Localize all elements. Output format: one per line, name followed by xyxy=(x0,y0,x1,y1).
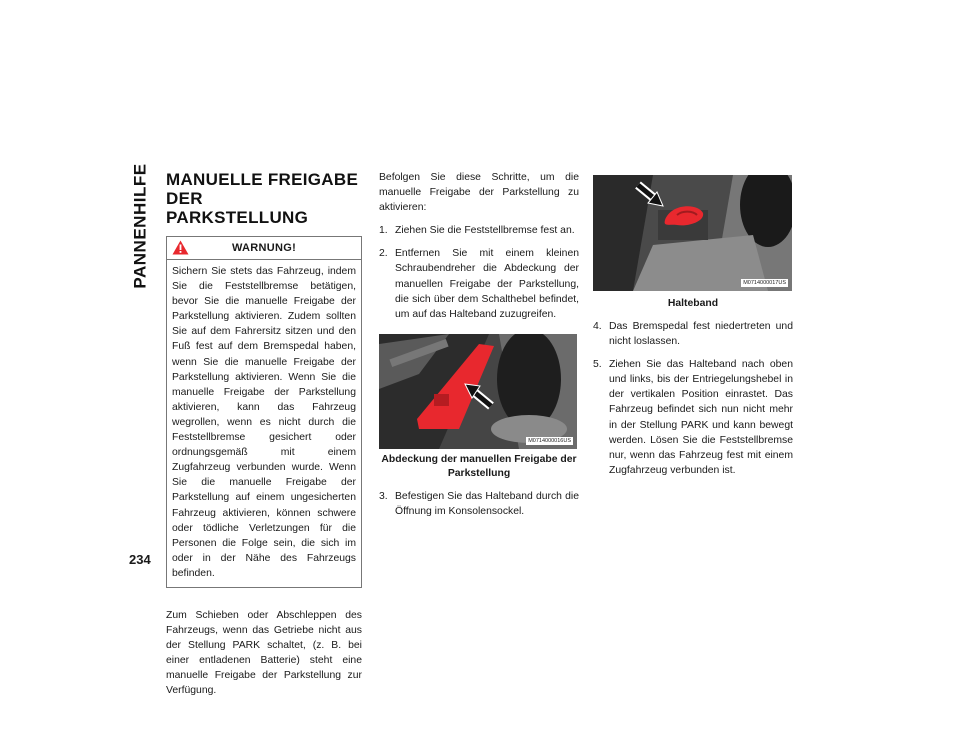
column-left xyxy=(166,170,362,699)
figure-code: M0714000017US xyxy=(743,280,786,286)
step-item xyxy=(379,246,579,321)
step-text: Ziehen Sie die Feststellbremse fest an. xyxy=(395,225,575,237)
step-number: 4. xyxy=(593,321,602,332)
figure-code: M0714000016US xyxy=(528,437,571,444)
step-text: Entfernen Sie mit einem kleinen Schraubendreher die Abdeckung der manuellen Freigabe der Parkstellung, die sich über dem Schalthebel befindet, um auf das Halteband zuzugreifen. xyxy=(395,248,579,320)
warning-heading: WARNUNG! xyxy=(231,242,297,254)
column-right xyxy=(593,170,793,478)
step-number: 5. xyxy=(593,359,602,371)
step-item xyxy=(379,489,579,519)
figure-caption: Halteband xyxy=(667,298,719,309)
steps-list-c xyxy=(593,319,793,478)
steps-list-a xyxy=(379,223,579,322)
warning-header xyxy=(167,237,361,260)
warning-triangle-icon xyxy=(172,240,189,255)
warning-box xyxy=(166,236,362,588)
strap-illustration xyxy=(593,175,792,291)
intro-paragraph: Zum Schieben oder Abschleppen des Fahrzeugs, wenn das Getriebe nicht aus der Stellung PARK schaltet, (z. B. bei einer entladenen Batterie) steht eine manuelle Freigabe der Parkstellung zur Verfügung. xyxy=(166,609,362,697)
step-text: Das Bremspedal fest niedertreten und nicht loslassen. xyxy=(609,321,793,348)
step-number: 3. xyxy=(379,490,388,502)
section-tab-label: PANNENHILFE xyxy=(131,163,151,289)
step-number: 1. xyxy=(379,225,388,237)
step-number: 2. xyxy=(379,248,388,260)
column-middle xyxy=(379,170,579,519)
step-text: Befestigen Sie das Halteband durch die Öffnung im Konsolensockel. xyxy=(395,490,579,517)
warning-text: Sichern Sie stets das Fahrzeug, indem Sie die Feststellbremse betätigen, bevor Sie die manuelle Freigabe der Parkstellung aktivieren. Zudem sollten Sie auf dem Fahrersitz sitzen und den Fuß fest auf dem Bremspedal haben, wenn Sie die manuelle Freigabe der Parkstellung aktivieren. Wenn Sie die manuelle Freigabe der Parkstellung aktivieren, kann das Fahrzeug wegrollen, wenn es nicht durch die Feststellbremse gesichert oder ordnungsgemäß mit einem Zugfahrzeug verbunden wurde. Wenn Sie die manuelle Freigabe der Parkstellung auf einem ungesicherten Fahrzeug aktivieren, können schwere oder tödliche Verletzungen für die Personen die Folge sein, die sich im oder in der Nähe des Fahrzeugs befinden. xyxy=(172,266,356,579)
console-cover-illustration xyxy=(379,334,577,449)
steps-list-b xyxy=(379,489,579,519)
step-item xyxy=(379,223,579,238)
section-title-line1: MANUELLE FREIGABE DER xyxy=(166,170,359,208)
step-text: Ziehen Sie das Halteband nach oben und links, bis der Entriegelungshebel in der vertikalen Position einrastet. Das Fahrzeug befindet sich nun nicht mehr in der Stellung PARK und kann bewegt werden. Lösen Sie die Feststellbremse nur, wenn das Fahrzeug fest mit einem Zugfahrzeug verbunden ist. xyxy=(609,359,793,476)
photo-cover xyxy=(379,334,577,449)
section-title xyxy=(166,170,362,227)
section-title-line2: PARKSTELLUNG xyxy=(166,208,309,227)
step-item xyxy=(593,319,793,349)
page-number: 234 xyxy=(129,552,151,567)
steps-intro: Befolgen Sie diese Schritte, um die manuelle Freigabe der Parkstellung zu aktivieren: xyxy=(379,172,579,214)
photo-strap xyxy=(593,175,792,291)
step-item xyxy=(593,357,793,478)
figure-caption: Abdeckung der manuellen Freigabe der Parkstellung xyxy=(381,453,577,479)
section-tab xyxy=(127,163,155,289)
